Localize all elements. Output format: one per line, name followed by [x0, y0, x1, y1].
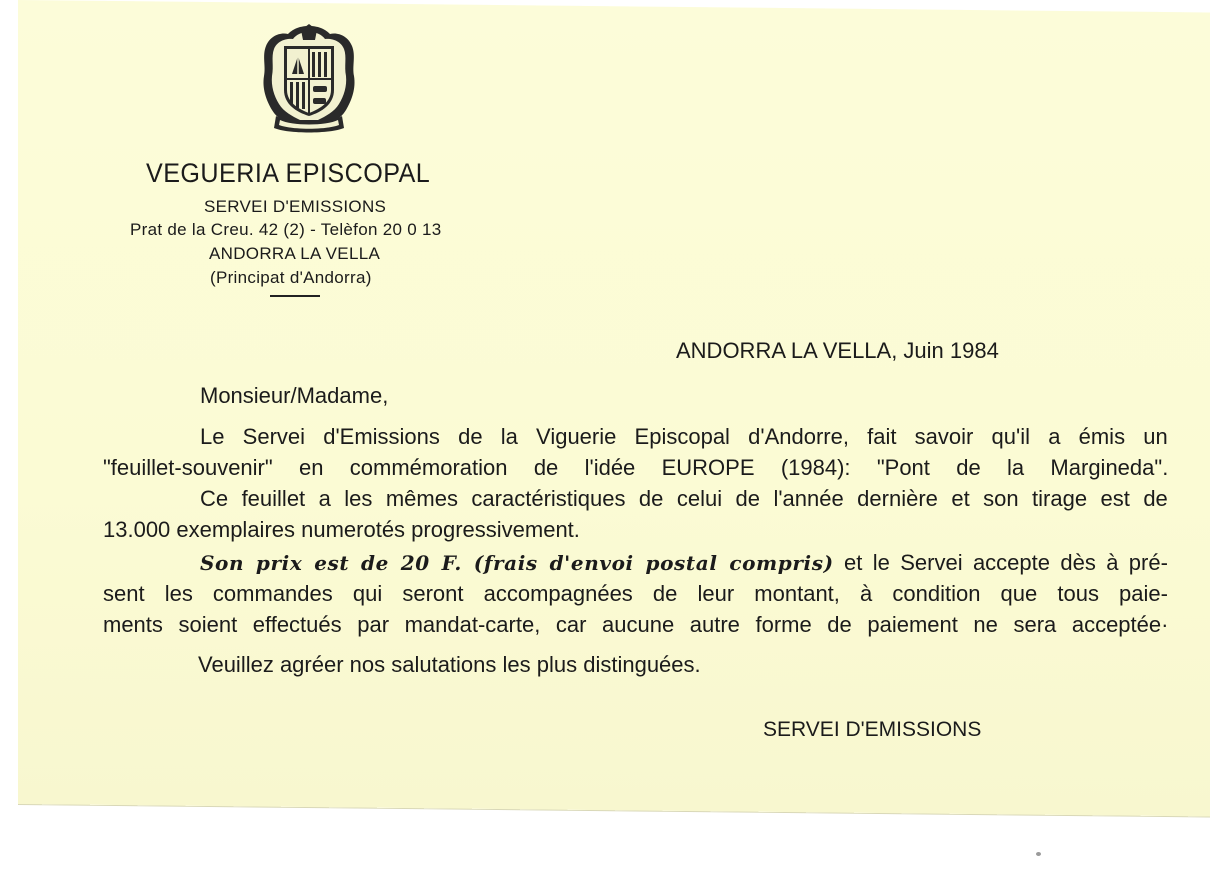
- header-divider: [270, 295, 320, 297]
- salutation: Monsieur/Madame,: [200, 383, 389, 408]
- country-line: (Principat d'Andorra): [210, 268, 372, 287]
- signature: SERVEI D'EMISSIONS: [763, 718, 982, 741]
- body-line: "feuillet-souvenir" en commémoration de l'idée EUROPE (1984): "Pont de la Margineda".: [103, 455, 1169, 480]
- org-name: VEGUERIA EPISCOPAL: [146, 158, 431, 188]
- price-paragraph-line: [200, 550, 1168, 576]
- body-line: sent les commandes qui seront accompagnées de leur montant, à condition que tous paie-: [103, 581, 1168, 606]
- scan-margin: [1210, 0, 1232, 840]
- price-emphasis: Son prix est de 20 F. (frais d'envoi postal compris): [200, 551, 834, 575]
- closing-line: Veuillez agréer nos salutations les plus distinguées.: [198, 652, 701, 677]
- andorra-coat-of-arms-icon: [258, 24, 360, 136]
- city-line: ANDORRA LA VELLA: [209, 244, 381, 263]
- body-line: Ce feuillet a les mêmes caractéristiques de celui de l'année dernière et son tirage est de: [200, 486, 1168, 511]
- service-name: SERVEI D'EMISSIONS: [204, 197, 387, 216]
- dateline: ANDORRA LA VELLA, Juin 1984: [676, 338, 999, 363]
- body-line: Le Servei d'Emissions de la Viguerie Episcopal d'Andorre, fait savoir qu'il a émis un: [200, 424, 1168, 449]
- body-line: ments soient effectués par mandat-carte, car aucune autre forme de paiement ne sera acceptée·: [103, 612, 1169, 637]
- body-line-tail: et le Servei accepte dès à pré-: [844, 550, 1168, 575]
- dust-speck: [1036, 852, 1041, 856]
- address-line: Prat de la Creu. 42 (2) - Telèfon 20 0 13: [130, 220, 442, 239]
- body-line: 13.000 exemplaires numerotés progressivement.: [103, 517, 580, 542]
